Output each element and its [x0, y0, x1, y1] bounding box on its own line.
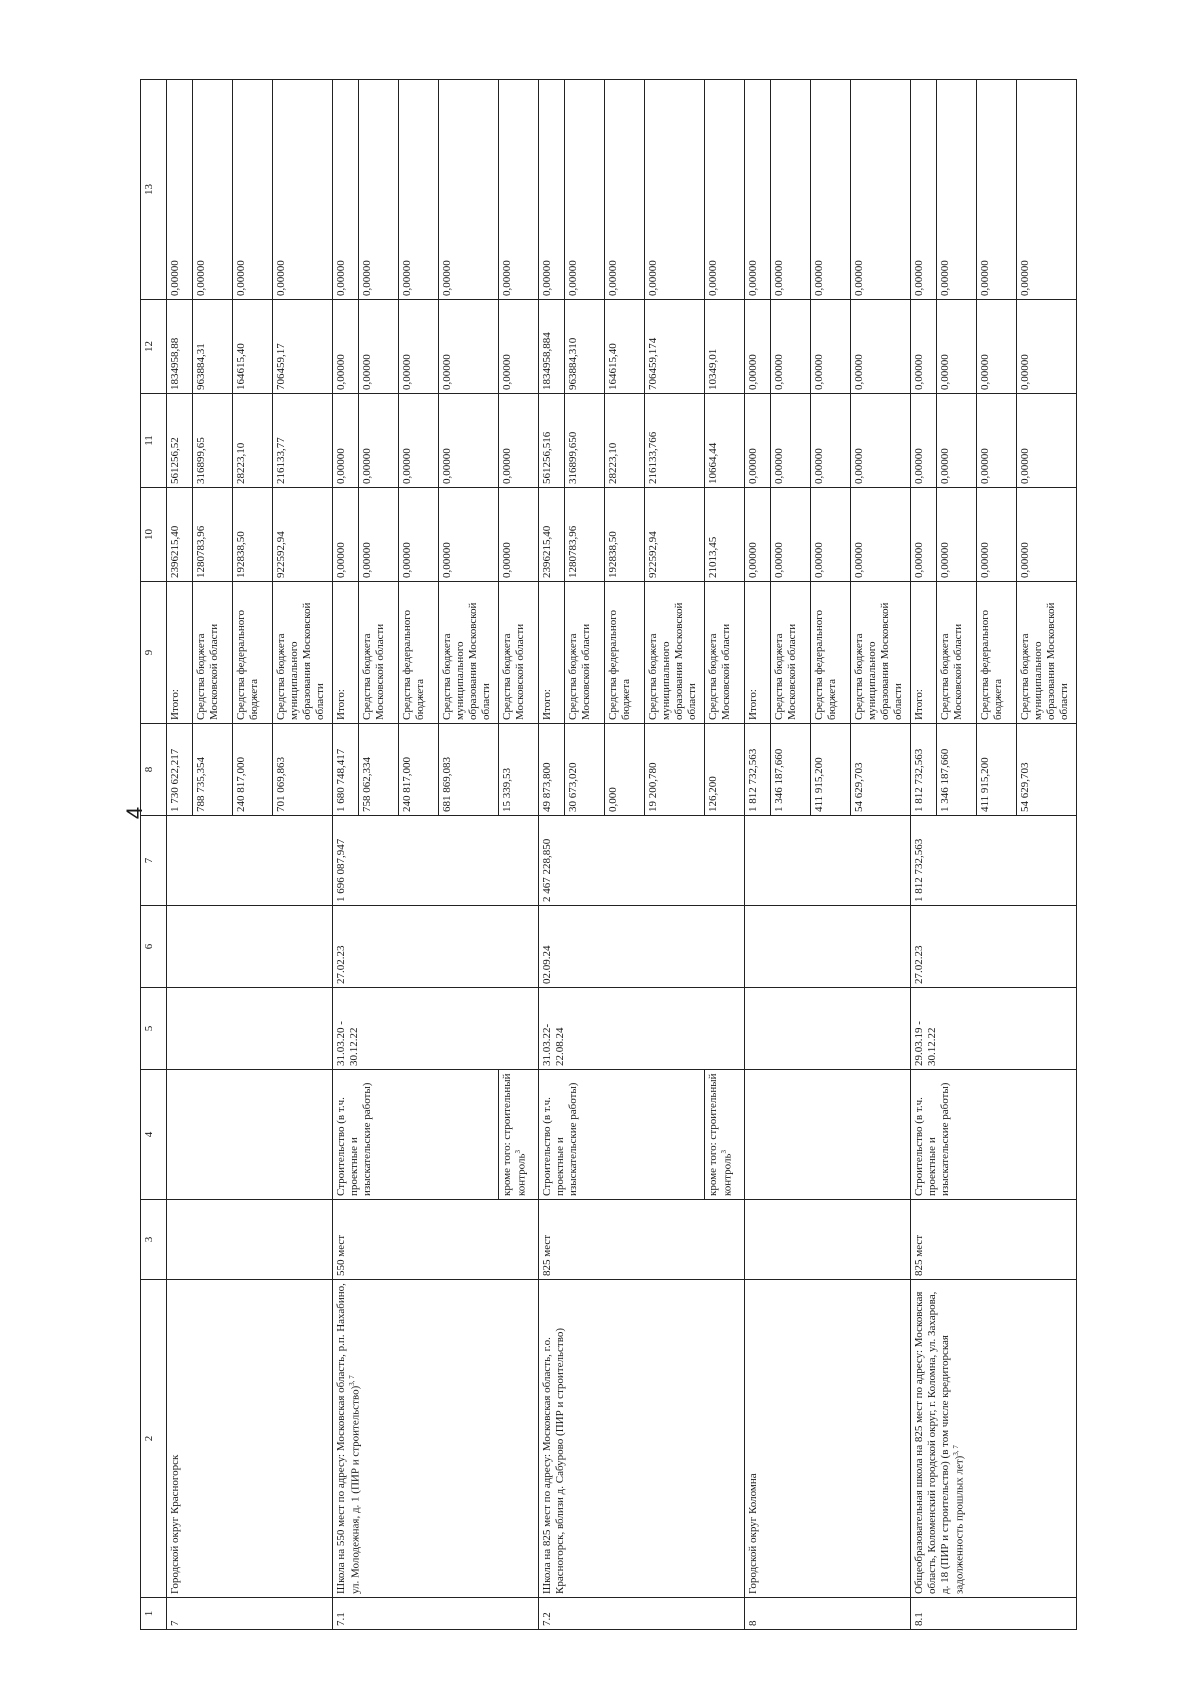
cell-c11: 0,00000 — [399, 394, 439, 488]
cell-c10: 0,00000 — [359, 488, 399, 582]
period — [745, 988, 911, 1070]
cell-c12: 1834958,884 — [539, 300, 565, 394]
cell-source: Средства бюджета муниципального образования Московской области — [273, 582, 333, 724]
row-number: 7.2 — [539, 1598, 745, 1630]
header-cell: 2 — [141, 1280, 167, 1598]
work-type: Строительство (в т.ч. проектные и изыскательские работы) — [911, 1070, 1077, 1200]
cell-c10: 21013,45 — [705, 488, 745, 582]
cell-c10: 2396215,40 — [539, 488, 565, 582]
cell-source: Итого: — [167, 582, 193, 724]
cell-c11: 0,00000 — [439, 394, 499, 488]
cell-funded: 411 915,200 — [811, 724, 851, 816]
cell-c12: 0,00000 — [399, 300, 439, 394]
object-name: Городской округ Красногорск — [167, 1280, 333, 1598]
table-body — [167, 80, 1077, 1630]
cell-c12: 0,00000 — [439, 300, 499, 394]
extra-label-text: кроме того: строительный контроль — [707, 1073, 734, 1196]
capacity — [167, 1200, 333, 1280]
cell-c13: 0,00000 — [499, 80, 539, 300]
cell-c10: 0,00000 — [977, 488, 1017, 582]
cell-funded: 1 346 187,660 — [937, 724, 977, 816]
cell-c12: 706459,17 — [273, 300, 333, 394]
cell-c10: 1280783,96 — [193, 488, 233, 582]
cell-c13: 0,00000 — [333, 80, 359, 300]
cell-c12: 0,00000 — [745, 300, 771, 394]
extra-cost-label — [705, 1070, 745, 1200]
cell-source: Итого: — [333, 582, 359, 724]
cell-source: Средства федерального бюджета — [605, 582, 645, 724]
cell-source: Средства бюджета Московской области — [937, 582, 977, 724]
cell-c11: 561256,52 — [167, 394, 193, 488]
header-cell: 10 — [141, 488, 167, 582]
cell-funded: 19 200,780 — [645, 724, 705, 816]
cell-c11: 0,00000 — [499, 394, 539, 488]
work-type: Строительство (в т.ч. проектные и изыскательские работы) — [333, 1070, 499, 1200]
cell-c13: 0,00000 — [745, 80, 771, 300]
cell-c13: 0,00000 — [565, 80, 605, 300]
cell-c13: 0,00000 — [399, 80, 439, 300]
cell-funded: 54 629,703 — [851, 724, 911, 816]
cell-funded: 240 817,000 — [233, 724, 273, 816]
period — [167, 988, 333, 1070]
cell-source: Средства бюджета Московской области — [705, 582, 745, 724]
cell-funded: 1 812 732,563 — [911, 724, 937, 816]
cell-c10: 0,00000 — [399, 488, 439, 582]
cell-source: Средства бюджета муниципального образования Московской области — [851, 582, 911, 724]
cell-funded: 1 812 732,563 — [745, 724, 771, 816]
cell-c11: 316899,650 — [565, 394, 605, 488]
cell-source: Средства федерального бюджета — [811, 582, 851, 724]
cell-c13: 0,00000 — [937, 80, 977, 300]
cell-c10: 0,00000 — [937, 488, 977, 582]
header-cell: 12 — [141, 300, 167, 394]
cell-source: Итого: — [745, 582, 771, 724]
cell-c11: 10664,44 — [705, 394, 745, 488]
cell-c11: 0,00000 — [937, 394, 977, 488]
header-cell: 11 — [141, 394, 167, 488]
cell-c13: 0,00000 — [771, 80, 811, 300]
footnote-ref: 3 — [719, 1150, 728, 1154]
cell-c12: 0,00000 — [499, 300, 539, 394]
cell-source: Итого: — [539, 582, 565, 724]
cell-c13: 0,00000 — [1017, 80, 1077, 300]
rotated-page — [140, 80, 1070, 1630]
total-cost: 1 812 732,563 — [911, 816, 1077, 906]
cell-c11: 0,00000 — [911, 394, 937, 488]
cell-c11: 561256,516 — [539, 394, 565, 488]
cell-c10: 0,00000 — [811, 488, 851, 582]
commission-date — [167, 906, 333, 988]
total-cost — [167, 816, 333, 906]
commission-date: 02.09.24 — [539, 906, 745, 988]
cell-c13: 0,00000 — [811, 80, 851, 300]
header-cell: 9 — [141, 582, 167, 724]
extra-label-text: кроме того: строительный контроль — [501, 1073, 528, 1196]
cell-funded: 54 629,703 — [1017, 724, 1077, 816]
cell-c10: 0,00000 — [333, 488, 359, 582]
cell-c12: 0,00000 — [811, 300, 851, 394]
row-number: 7 — [167, 1598, 333, 1630]
header-cell: 4 — [141, 1070, 167, 1200]
cell-c11: 0,00000 — [745, 394, 771, 488]
cell-source: Средства бюджета Московской области — [771, 582, 811, 724]
commission-date: 27.02.23 — [333, 906, 539, 988]
cell-c13: 0,00000 — [911, 80, 937, 300]
cell-funded: 1 346 187,660 — [771, 724, 811, 816]
cell-c10: 0,00000 — [911, 488, 937, 582]
total-cost: 2 467 228,850 — [539, 816, 745, 906]
cell-c12: 0,00000 — [359, 300, 399, 394]
cell-source: Средства бюджета муниципального образования Московской области — [439, 582, 499, 724]
extra-cost-label — [499, 1070, 539, 1200]
cell-c11: 0,00000 — [977, 394, 1017, 488]
cell-source: Средства бюджета Московской области — [499, 582, 539, 724]
cell-source: Средства бюджета Московской области — [193, 582, 233, 724]
cell-funded: 0,000 — [605, 724, 645, 816]
cell-c12: 0,00000 — [851, 300, 911, 394]
work-type — [745, 1070, 911, 1200]
cell-c13: 0,00000 — [539, 80, 565, 300]
cell-c12: 0,00000 — [771, 300, 811, 394]
cell-funded: 758 062,334 — [359, 724, 399, 816]
row-number: 8.1 — [911, 1598, 1077, 1630]
cell-c12: 706459,174 — [645, 300, 705, 394]
cell-c12: 0,00000 — [1017, 300, 1077, 394]
footnote-ref: 3, 7 — [347, 1375, 356, 1386]
period: 31.03.22- 22.08.24 — [539, 988, 745, 1070]
cell-c13: 0,00000 — [273, 80, 333, 300]
cell-c13: 0,00000 — [193, 80, 233, 300]
cell-c13: 0,00000 — [977, 80, 1017, 300]
header-cell: 7 — [141, 816, 167, 906]
header-cell: 1 — [141, 1598, 167, 1630]
cell-c10: 0,00000 — [771, 488, 811, 582]
header-cell: 13 — [141, 80, 167, 300]
cell-c12: 164615,40 — [605, 300, 645, 394]
cell-c10: 0,00000 — [1017, 488, 1077, 582]
cell-c12: 0,00000 — [333, 300, 359, 394]
cell-c13: 0,00000 — [605, 80, 645, 300]
cell-c10: 922592,94 — [645, 488, 705, 582]
object-name — [333, 1280, 539, 1598]
cell-c12: 10349,01 — [705, 300, 745, 394]
cell-funded: 240 817,000 — [399, 724, 439, 816]
cell-c10: 1280783,96 — [565, 488, 605, 582]
commission-date — [745, 906, 911, 988]
cell-funded: 411 915,200 — [977, 724, 1017, 816]
cell-c10: 192838,50 — [233, 488, 273, 582]
cell-c13: 0,00000 — [359, 80, 399, 300]
row-number: 7.1 — [333, 1598, 539, 1630]
cell-source: Средства федерального бюджета — [233, 582, 273, 724]
capacity: 825 мест — [911, 1200, 1077, 1280]
cell-c10: 922592,94 — [273, 488, 333, 582]
cell-c11: 0,00000 — [1017, 394, 1077, 488]
cell-funded: 30 673,020 — [565, 724, 605, 816]
cell-source: Средства бюджета муниципального образования Московской области — [1017, 582, 1077, 724]
footnote-ref: 3, 7 — [951, 1445, 960, 1456]
cell-c11: 316899,65 — [193, 394, 233, 488]
cell-c11: 216133,77 — [273, 394, 333, 488]
cell-funded: 788 735,354 — [193, 724, 233, 816]
object-name-text: Общеобразовательная школа на 825 мест по адресу: Московская область, Коломенский городской округ, г. Коломна, ул. Захарова, д. 18 (ПИР и строительство) (в том числе кредиторская задолженность прошлых лет) — [913, 1291, 966, 1594]
cell-funded: 126,200 — [705, 724, 745, 816]
object-name: Городской округ Коломна — [745, 1280, 911, 1598]
total-cost: 1 696 087,947 — [333, 816, 539, 906]
cell-source: Средства федерального бюджета — [399, 582, 439, 724]
header-cell: 6 — [141, 906, 167, 988]
cell-c12: 963884,310 — [565, 300, 605, 394]
capacity: 550 мест — [333, 1200, 539, 1280]
cell-c12: 164615,40 — [233, 300, 273, 394]
row-number: 8 — [745, 1598, 911, 1630]
cell-c13: 0,00000 — [439, 80, 499, 300]
cell-c12: 0,00000 — [911, 300, 937, 394]
cell-c10: 0,00000 — [851, 488, 911, 582]
object-name-text: Школа на 550 мест по адресу: Московская область, р.п. Нахабино, ул. Молодежная, д. 1 (ПИР и строительство) — [335, 1283, 362, 1594]
cell-c13: 0,00000 — [233, 80, 273, 300]
cell-source: Средства бюджета Московской области — [359, 582, 399, 724]
cell-c11: 28223,10 — [605, 394, 645, 488]
capacity — [745, 1200, 911, 1280]
cell-c12: 1834958,88 — [167, 300, 193, 394]
cell-c13: 0,00000 — [705, 80, 745, 300]
cell-c11: 0,00000 — [851, 394, 911, 488]
header-cell: 8 — [141, 724, 167, 816]
work-type — [167, 1070, 333, 1200]
cell-c12: 0,00000 — [937, 300, 977, 394]
cell-c10: 192838,50 — [605, 488, 645, 582]
cell-c11: 0,00000 — [333, 394, 359, 488]
cell-funded: 15 339,53 — [499, 724, 539, 816]
cell-c13: 0,00000 — [167, 80, 193, 300]
period: 31.03.20 - 30.12.22 — [333, 988, 539, 1070]
cell-funded: 701 069,863 — [273, 724, 333, 816]
cell-funded: 681 869,083 — [439, 724, 499, 816]
object-name: Школа на 825 мест по адресу: Московская область, г.о. Красногорск, вблизи д. Сабурово (ПИР и строительство) — [539, 1280, 745, 1598]
header-cell: 5 — [141, 988, 167, 1070]
cell-c11: 0,00000 — [811, 394, 851, 488]
cell-source: Средства бюджета муниципального образования Московской области — [645, 582, 705, 724]
capacity: 825 мест — [539, 1200, 745, 1280]
page-number: 4 — [122, 806, 147, 820]
header-row — [141, 80, 167, 1630]
cell-c10: 0,00000 — [439, 488, 499, 582]
cell-source: Средства бюджета Московской области — [565, 582, 605, 724]
cell-c11: 216133,766 — [645, 394, 705, 488]
cell-c13: 0,00000 — [851, 80, 911, 300]
cell-c11: 0,00000 — [771, 394, 811, 488]
cell-c12: 0,00000 — [977, 300, 1017, 394]
financing-table — [140, 79, 1077, 1630]
period: 29.03.19 - 30.12.22 — [911, 988, 1077, 1070]
footnote-ref: 3 — [513, 1150, 522, 1154]
cell-funded: 1 680 748,417 — [333, 724, 359, 816]
commission-date: 27.02.23 — [911, 906, 1077, 988]
cell-c12: 963884,31 — [193, 300, 233, 394]
cell-c11: 28223,10 — [233, 394, 273, 488]
cell-c10: 0,00000 — [745, 488, 771, 582]
cell-c11: 0,00000 — [359, 394, 399, 488]
header-cell: 3 — [141, 1200, 167, 1280]
object-name — [911, 1280, 1077, 1598]
total-cost — [745, 816, 911, 906]
cell-c10: 0,00000 — [499, 488, 539, 582]
cell-funded: 1 730 622,217 — [167, 724, 193, 816]
cell-source: Итого: — [911, 582, 937, 724]
work-type: Строительство (в т.ч. проектные и изыскательские работы) — [539, 1070, 705, 1200]
table-container — [140, 80, 1070, 1630]
cell-funded: 49 873,800 — [539, 724, 565, 816]
cell-source: Средства федерального бюджета — [977, 582, 1017, 724]
cell-c10: 2396215,40 — [167, 488, 193, 582]
cell-c13: 0,00000 — [645, 80, 705, 300]
